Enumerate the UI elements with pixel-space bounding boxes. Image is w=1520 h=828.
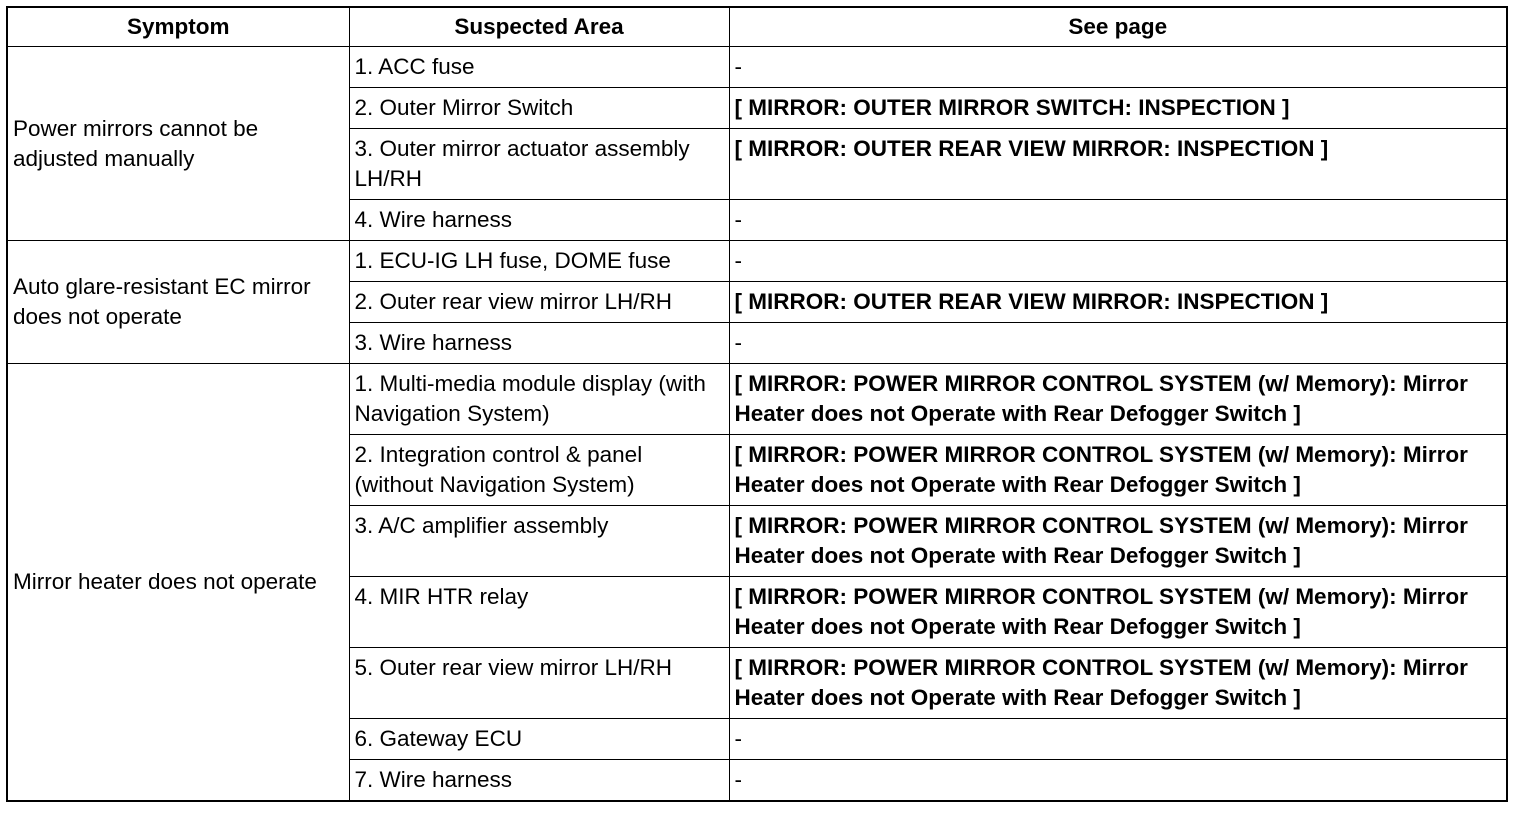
- see-page-cell: -: [729, 241, 1507, 282]
- troubleshooting-table-container: [6, 6, 1506, 802]
- see-page-cell: -: [729, 719, 1507, 760]
- see-page-link[interactable]: [ MIRROR: POWER MIRROR CONTROL SYSTEM (w/ Memory): Mirror Heater does not Operate with Rear Defogger Switch ]: [729, 506, 1507, 577]
- table-row: [7, 241, 1507, 282]
- symptom-cell: Power mirrors cannot be adjusted manually: [7, 47, 349, 241]
- suspected-area-cell: 1. ACC fuse: [349, 47, 729, 88]
- see-page-link[interactable]: [ MIRROR: POWER MIRROR CONTROL SYSTEM (w/ Memory): Mirror Heater does not Operate with Rear Defogger Switch ]: [729, 364, 1507, 435]
- header-row: [7, 7, 1507, 47]
- suspected-area-cell: 1. Multi-media module display (with Navigation System): [349, 364, 729, 435]
- suspected-area-cell: 7. Wire harness: [349, 760, 729, 802]
- see-page-cell: -: [729, 47, 1507, 88]
- suspected-area-cell: 3. Outer mirror actuator assembly LH/RH: [349, 129, 729, 200]
- header-suspected-area: Suspected Area: [349, 7, 729, 47]
- see-page-link[interactable]: [ MIRROR: OUTER REAR VIEW MIRROR: INSPECTION ]: [729, 282, 1507, 323]
- suspected-area-cell: 4. MIR HTR relay: [349, 577, 729, 648]
- table-row: [7, 364, 1507, 435]
- suspected-area-cell: 2. Integration control & panel (without Navigation System): [349, 435, 729, 506]
- suspected-area-cell: 2. Outer Mirror Switch: [349, 88, 729, 129]
- table-row: [7, 47, 1507, 88]
- header-symptom: Symptom: [7, 7, 349, 47]
- see-page-cell: -: [729, 323, 1507, 364]
- see-page-link[interactable]: [ MIRROR: OUTER REAR VIEW MIRROR: INSPECTION ]: [729, 129, 1507, 200]
- see-page-link[interactable]: [ MIRROR: POWER MIRROR CONTROL SYSTEM (w/ Memory): Mirror Heater does not Operate with Rear Defogger Switch ]: [729, 577, 1507, 648]
- troubleshooting-table: [6, 6, 1508, 802]
- see-page-cell: -: [729, 200, 1507, 241]
- suspected-area-cell: 2. Outer rear view mirror LH/RH: [349, 282, 729, 323]
- suspected-area-cell: 1. ECU-IG LH fuse, DOME fuse: [349, 241, 729, 282]
- header-see-page: See page: [729, 7, 1507, 47]
- symptom-cell: Auto glare-resistant EC mirror does not operate: [7, 241, 349, 364]
- table-body: [7, 47, 1507, 802]
- see-page-link[interactable]: [ MIRROR: OUTER MIRROR SWITCH: INSPECTION ]: [729, 88, 1507, 129]
- suspected-area-cell: 6. Gateway ECU: [349, 719, 729, 760]
- suspected-area-cell: 3. A/C amplifier assembly: [349, 506, 729, 577]
- symptom-cell: Mirror heater does not operate: [7, 364, 349, 802]
- suspected-area-cell: 5. Outer rear view mirror LH/RH: [349, 648, 729, 719]
- see-page-link[interactable]: [ MIRROR: POWER MIRROR CONTROL SYSTEM (w/ Memory): Mirror Heater does not Operate with Rear Defogger Switch ]: [729, 435, 1507, 506]
- suspected-area-cell: 3. Wire harness: [349, 323, 729, 364]
- suspected-area-cell: 4. Wire harness: [349, 200, 729, 241]
- see-page-link[interactable]: [ MIRROR: POWER MIRROR CONTROL SYSTEM (w/ Memory): Mirror Heater does not Operate with Rear Defogger Switch ]: [729, 648, 1507, 719]
- see-page-cell: -: [729, 760, 1507, 802]
